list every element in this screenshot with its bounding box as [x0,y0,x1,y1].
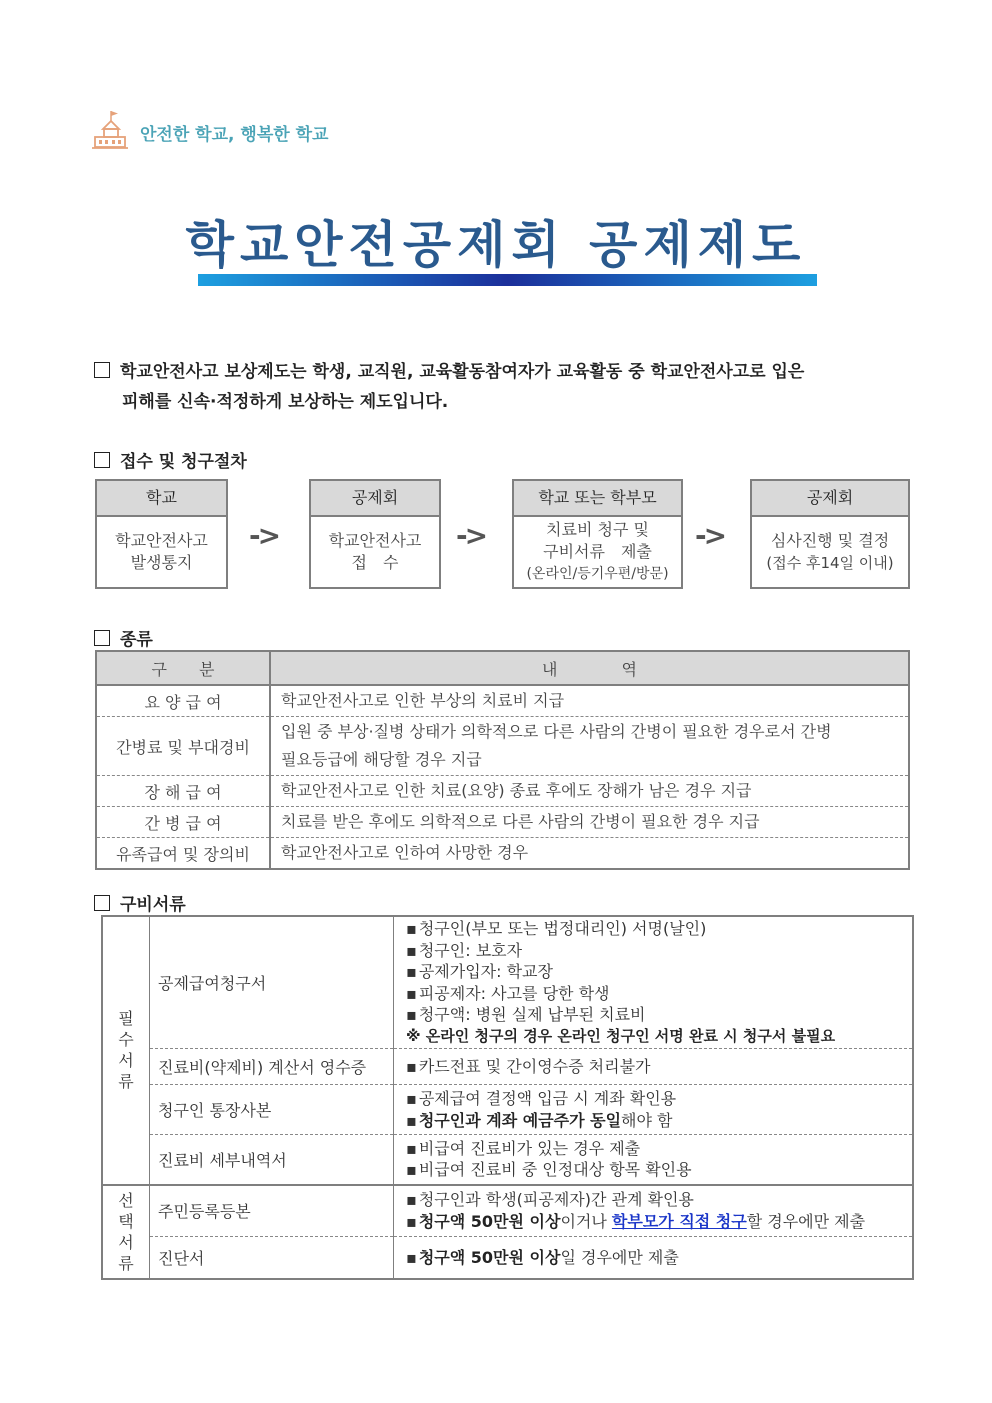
checkbox-bullet-icon [94,362,110,378]
page-title: 학교안전공제회 공제제도 [185,216,807,274]
process-arrow: -> [249,519,279,552]
process-step-line: 학교안전사고 [115,531,208,550]
doc-item: ▪ 피공제자: 사고를 당한 학생 [406,983,911,1005]
table-cell-name: 장 해 급 여 [96,776,270,807]
doc-details [394,1135,914,1185]
doc-item: ▪ 청구인(부모 또는 법정대리인) 서명(날인) [406,918,911,940]
process-step-head: 학교 [97,481,226,517]
school-building-icon [92,109,128,149]
doc-item: ▪ 비급여 진료비 중 인정대상 항목 확인용 [406,1159,911,1181]
optional-group-label [102,1185,150,1279]
table-cell-desc: 학교안전사고로 인한 부상의 치료비 지급 [281,691,565,710]
slogan: 안전한 학교, 행복한 학교 [140,125,329,145]
process-step-line: 치료비 청구 및 [546,520,649,539]
checkbox-bullet-icon [94,452,110,468]
process-step-4 [750,479,910,589]
doc-item: ▪ 청구인: 보호자 [406,940,911,962]
doc-item-bold: 청구액 50만원 이상 [418,1247,561,1267]
documents-heading-text: 구비서류 [120,895,186,915]
doc-item [406,1110,911,1132]
table-cell-name: 유족급여 및 장의비 [96,838,270,870]
group-char: 선 [118,1190,134,1210]
group-char: 서 [118,1051,134,1071]
process-step-line: 심사진행 및 결정 [770,531,890,550]
intro-line-1: 학교안전사고 보상제도는 학생, 교직원, 교육활동참여자가 교육활동 중 학교안전사고로 입은 [120,362,805,382]
process-arrow: -> [695,519,725,552]
doc-details [394,1185,914,1237]
checkbox-bullet-icon [94,630,110,646]
group-char: 류 [118,1072,134,1092]
process-step-head: 공제회 [311,481,439,517]
process-step-head: 공제회 [752,481,908,517]
documents-heading [94,890,186,915]
documents-table [101,915,914,1280]
types-table [95,650,910,870]
doc-item: ▪ 공제급여 결정액 입금 시 계좌 확인용 [406,1088,911,1110]
group-char: 택 [118,1211,134,1231]
group-char: 서 [118,1232,134,1252]
doc-item: ▪ 청구인과 학생(피공제자)간 관계 확인용 [406,1189,911,1211]
doc-item-text: 해야 함 [621,1110,673,1130]
process-step-line: (접수 후14일 이내) [766,554,894,572]
doc-note: ※ 온라인 청구의 경우 온라인 청구인 서명 완료 시 청구서 불필요 [406,1026,836,1045]
table-cell-desc-line: 필요등급에 해당할 경우 지급 [281,750,482,769]
process-step-line: 접 수 [351,553,399,572]
doc-item: ▪ 카드전표 및 간이영수증 처리불가 [406,1056,911,1078]
doc-details [394,916,914,1049]
table-cell-desc: 학교안전사고로 인한 치료(요양) 종료 후에도 장해가 남은 경우 지급 [270,776,909,807]
doc-item-bold: 청구인과 계좌 예금주가 동일 [418,1110,622,1130]
doc-item-text: 일 경우에만 제출 [560,1247,679,1267]
intro-paragraph [94,357,924,417]
doc-item: ▪ 공제가입자: 학교장 [406,961,911,983]
group-char: 수 [118,1030,134,1050]
doc-name: 청구인 통장사본 [150,1085,394,1135]
doc-name: 진료비(약제비) 계산서 영수증 [150,1049,394,1085]
doc-name: 주민등록등본 [150,1185,394,1237]
table-cell-desc: 학교안전사고로 인하여 사망한 경우 [270,838,909,870]
doc-item-bold: 청구액 50만원 이상 [418,1211,561,1231]
group-char: 류 [118,1253,134,1273]
doc-details [394,1049,914,1085]
group-char: 필 [118,1009,134,1029]
process-step-line: 학교안전사고 [328,531,422,550]
doc-item [406,1247,911,1269]
table-cell-name: 간 병 급 여 [96,807,270,838]
doc-item: ▪ 비급여 진료비가 있는 경우 제출 [406,1138,911,1160]
types-heading [94,625,153,650]
doc-details [394,1237,914,1279]
process-arrow: -> [456,519,486,552]
title-underline-bar [198,274,817,286]
process-heading [94,447,247,472]
doc-item: ▪ 청구액: 병원 실제 납부된 치료비 [406,1004,911,1026]
table-cell-desc: 치료를 받은 후에도 의학적으로 다른 사람의 간병이 필요한 경우 지급 [270,807,909,838]
table-header: 내 역 [270,651,909,685]
table-header: 구 분 [96,651,270,685]
checkbox-bullet-icon [94,895,110,911]
doc-item-text: 할 경우에만 제출 [746,1211,866,1231]
process-step-3 [512,479,683,589]
process-step-2 [309,479,441,589]
doc-item [406,1211,911,1233]
doc-name: 진료비 세부내역서 [150,1135,394,1185]
doc-name: 공제급여청구서 [150,916,394,1049]
process-step-line: 구비서류 제출 [543,542,652,561]
table-cell-name: 간병료 및 부대경비 [96,717,270,776]
process-step-line: (온라인/등기우편/방문) [526,566,669,582]
doc-name: 진단서 [150,1237,394,1279]
table-cell-desc [270,717,909,776]
process-heading-text: 접수 및 청구절차 [120,452,247,472]
doc-item-text: 이거나 [560,1211,612,1231]
intro-line-2: 피해를 신속·적정하게 보상하는 제도입니다. [122,392,449,412]
parent-claim-link[interactable]: 학부모가 직접 청구 [611,1211,747,1231]
table-cell-desc-line: 입원 중 부상·질병 상태가 의학적으로 다른 사람의 간병이 필요한 경우로서 간병 [281,722,832,741]
table-cell-name: 요 양 급 여 [96,685,270,717]
process-step-line: 발생통지 [130,553,193,572]
process-step-head: 학교 또는 학부모 [514,481,681,517]
process-step-1 [95,479,228,589]
required-group-label [102,916,150,1185]
doc-details [394,1085,914,1135]
types-heading-text: 종류 [120,630,153,650]
